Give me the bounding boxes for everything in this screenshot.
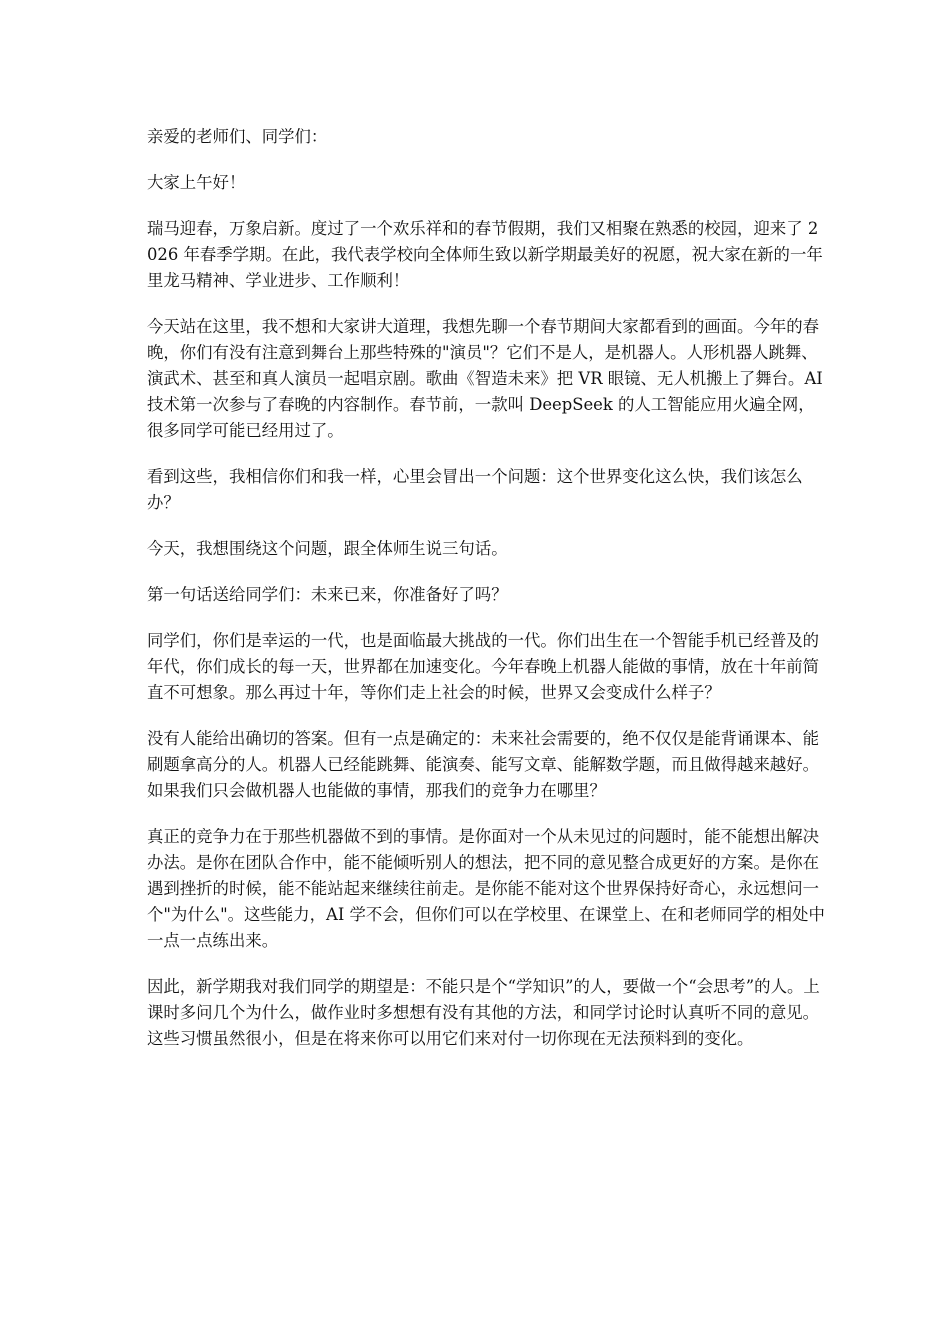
paragraph-expectation: 因此，新学期我对我们同学的期望是：不能只是个“学知识”的人，要做一个“会思考”的人。上课时多问几个为什么，做作业时多想想有没有其他的方法，和同学讨论时认真听不同的意见。这些习惯虽然很小，但是在将来你可以用它们来对付一切你现在无法预料到的变化。 [147, 977, 820, 1048]
paragraph-opening: 瑞马迎春，万象启新。度过了一个欢乐祥和的春节假期，我们又相聚在熟悉的校园，迎来了 2026 年春季学期。在此，我代表学校向全体师生致以新学期最美好的祝愿，祝大家在新的一年里龙马精神、学业进步、工作顺利！ [147, 219, 823, 290]
paragraph-generation: 同学们，你们是幸运的一代，也是面临最大挑战的一代。你们出生在一个智能手机已经普及的年代，你们成长的每一天，世界都在加速变化。今年春晚上机器人能做的事情，放在十年前简直不可想象。那么再过十年，等你们走上社会的时候，世界又会变成什么样子？ [147, 631, 820, 702]
salutation: 亲爱的老师们、同学们： [147, 127, 328, 146]
greeting: 大家上午好！ [147, 173, 246, 192]
document-body [147, 124, 827, 1072]
paragraph-no-answer: 没有人能给出确切的答案。但有一点是确定的：未来社会需要的，绝不仅仅是能背诵课本、能刷题拿高分的人。机器人已经能跳舞、能演奏、能写文章、能解数学题，而且做得越来越好。如果我们只会做机器人也能做的事情，那我们的竞争力在哪里？ [147, 729, 820, 800]
paragraph-spring-gala: 今天站在这里，我不想和大家讲大道理，我想先聊一个春节期间大家都看到的画面。今年的春晚，你们有没有注意到舞台上那些特殊的"演员"？它们不是人，是机器人。人形机器人跳舞、演武术、甚至和真人演员一起唱京剧。歌曲《智造未来》把 VR 眼镜、无人机搬上了舞台。AI 技术第一次参与了春晚的内容制作。春节前，一款叫 DeepSeek 的人工智能应用火遍全网，很多同学可能已经用过了。 [147, 317, 823, 440]
paragraph-question: 看到这些，我相信你们和我一样，心里会冒出一个问题：这个世界变化这么快，我们该怎么办？ [147, 467, 803, 512]
paragraph-three-sentences: 今天，我想围绕这个问题，跟全体师生说三句话。 [147, 539, 508, 558]
paragraph-competitiveness: 真正的竞争力在于那些机器做不到的事情。是你面对一个从未见过的问题时，能不能想出解决办法。是你在团队合作中，能不能倾听别人的想法，把不同的意见整合成更好的方案。是你在遇到挫折的时候，能不能站起来继续往前走。是你能不能对这个世界保持好奇心，永远想问一个"为什么"。这些能力，AI 学不会，但你们可以在学校里、在课堂上、在和老师同学的相处中一点一点练出来。 [147, 827, 825, 950]
paragraph-first-sentence: 第一句话送给同学们：未来已来，你准备好了吗？ [147, 585, 508, 604]
